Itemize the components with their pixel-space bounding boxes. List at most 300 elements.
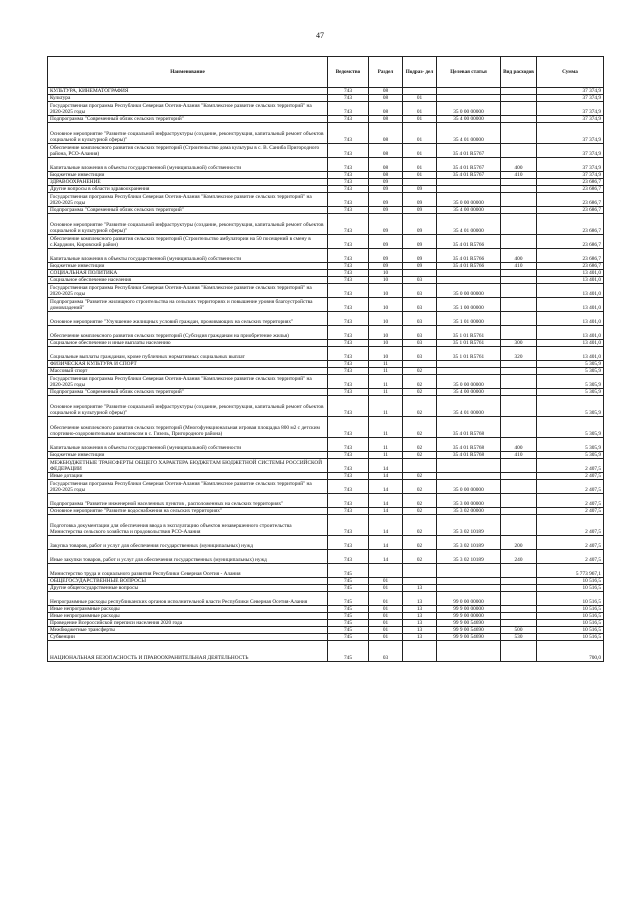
row-expense-type [501, 389, 537, 396]
row-subsection: 02 [403, 473, 437, 480]
row-department: 743 [328, 270, 369, 277]
table-row [48, 578, 604, 585]
row-expense-type [501, 578, 537, 585]
table-row [48, 249, 604, 263]
row-target-item: 35 3 02 10189 [437, 536, 501, 550]
row-target-item: 35 0 00 00000 [437, 480, 501, 494]
row-name: Основное мероприятие "Развитие социальной инфраструктуры (создание, реконструкция, капитальный ремонт объектов социальной и культурной сферы)" [48, 123, 328, 144]
row-amount: 10 516,5 [537, 592, 604, 606]
row-subsection: 02 [403, 375, 437, 389]
row-department: 743 [328, 172, 369, 179]
row-section: 01 [369, 592, 403, 606]
row-department: 743 [328, 494, 369, 508]
table-row [48, 641, 604, 662]
row-name: Подготовка документации для обеспечения ввода в эксплуатацию объектов незавершенного строительства Министерства сельского хозяйства и продовольствия РСО-Алания [48, 515, 328, 536]
row-amount: 10 516,5 [537, 613, 604, 620]
row-subsection: 03 [403, 312, 437, 326]
row-name: Массовый спорт [48, 368, 328, 375]
row-name: Обеспечение комплексного развития сельских территорий (Многофункциональная игровая площадка 800 м2 с детским спортивно-оздоровительным комплексом в с. Гизель, Пригородного района) [48, 417, 328, 438]
row-amount: 23 686,7 [537, 193, 604, 207]
row-department: 745 [328, 613, 369, 620]
row-department: 743 [328, 480, 369, 494]
row-subsection [403, 641, 437, 662]
row-expense-type [501, 494, 537, 508]
row-name: Социальное обеспечение населения [48, 277, 328, 284]
row-subsection: 01 [403, 95, 437, 102]
table-row [48, 438, 604, 452]
table-row [48, 312, 604, 326]
row-amount: 5 305,9 [537, 417, 604, 438]
row-target-item: 99 0 00 00000 [437, 592, 501, 606]
row-target-item [437, 564, 501, 578]
row-section: 01 [369, 606, 403, 613]
row-section: 03 [369, 641, 403, 662]
row-subsection: 02 [403, 368, 437, 375]
row-section: 10 [369, 277, 403, 284]
row-amount: 5 305,9 [537, 375, 604, 389]
row-target-item: 35 4 01 00000 [437, 123, 501, 144]
row-target-item: 35 4 01 R5767 [437, 172, 501, 179]
table-row [48, 123, 604, 144]
row-department: 743 [328, 235, 369, 249]
row-name: Социальное обеспечение и иные выплаты населению [48, 340, 328, 347]
row-department: 745 [328, 620, 369, 627]
table-header-row [48, 57, 604, 88]
table-row [48, 347, 604, 361]
table-row [48, 102, 604, 116]
row-amount: 2 407,5 [537, 515, 604, 536]
row-section: 11 [369, 438, 403, 452]
row-amount: 2 407,5 [537, 459, 604, 473]
row-expense-type [501, 564, 537, 578]
row-amount: 13 401,0 [537, 270, 604, 277]
row-section: 10 [369, 347, 403, 361]
row-department: 743 [328, 375, 369, 389]
row-subsection: 13 [403, 606, 437, 613]
row-section: 01 [369, 613, 403, 620]
table-row [48, 361, 604, 368]
row-department: 743 [328, 536, 369, 550]
row-name: Государственная программа Республики Северная Осетия-Алания "Комплексное развитие сельских территорий" на 2020-2025 годы [48, 284, 328, 298]
table-row [48, 179, 604, 186]
row-target-item [437, 641, 501, 662]
row-expense-type: 410 [501, 172, 537, 179]
row-expense-type [501, 123, 537, 144]
table-row [48, 284, 604, 298]
row-section: 01 [369, 634, 403, 641]
row-expense-type [501, 417, 537, 438]
row-expense-type [501, 480, 537, 494]
column-header-expense-type: Вид расходов [501, 57, 537, 88]
row-section: 11 [369, 361, 403, 368]
row-department: 743 [328, 144, 369, 158]
row-department: 743 [328, 88, 369, 95]
row-target-item: 35 4 00 00000 [437, 389, 501, 396]
row-amount: 37 374,9 [537, 172, 604, 179]
row-name: КУЛЬТУРА, КИНЕМАТОГРАФИЯ [48, 88, 328, 95]
row-name: ЗДРАВООХРАНЕНИЕ [48, 179, 328, 186]
table-row [48, 494, 604, 508]
row-target-item [437, 88, 501, 95]
row-amount: 5 305,9 [537, 361, 604, 368]
table-row [48, 634, 604, 641]
table-row [48, 585, 604, 592]
row-department: 743 [328, 277, 369, 284]
row-amount: 37 374,9 [537, 123, 604, 144]
row-subsection: 09 [403, 186, 437, 193]
row-amount: 13 401,0 [537, 298, 604, 312]
row-section: 14 [369, 473, 403, 480]
row-section: 14 [369, 480, 403, 494]
row-subsection: 09 [403, 235, 437, 249]
row-department: 743 [328, 207, 369, 214]
table-row [48, 508, 604, 515]
row-section: 11 [369, 396, 403, 417]
row-amount: 2 407,5 [537, 508, 604, 515]
table-row [48, 340, 604, 347]
row-department: 745 [328, 578, 369, 585]
row-expense-type: 400 [501, 249, 537, 263]
row-name: СОЦИАЛЬНАЯ ПОЛИТИКА [48, 270, 328, 277]
table-row [48, 207, 604, 214]
row-amount: 10 516,5 [537, 627, 604, 634]
row-section: 09 [369, 207, 403, 214]
row-name: Иные непрограммные расходы [48, 606, 328, 613]
row-subsection: 01 [403, 172, 437, 179]
row-expense-type [501, 592, 537, 606]
budget-table [47, 56, 604, 662]
row-department: 743 [328, 396, 369, 417]
row-name: Капитальные вложения в объекты государственной (муниципальной) собственности [48, 438, 328, 452]
row-target-item: 35 0 00 00000 [437, 284, 501, 298]
row-target-item [437, 270, 501, 277]
row-name: Подпрограмма "Развитие инженерной населенных пунктов , расположенных на сельских территориях" [48, 494, 328, 508]
row-expense-type: 300 [501, 340, 537, 347]
row-expense-type [501, 284, 537, 298]
table-row [48, 452, 604, 459]
row-subsection: 03 [403, 277, 437, 284]
row-expense-type: 400 [501, 438, 537, 452]
row-department: 743 [328, 158, 369, 172]
row-expense-type [501, 326, 537, 340]
row-expense-type [501, 473, 537, 480]
row-target-item: 35 4 01 R5768 [437, 452, 501, 459]
row-department: 745 [328, 606, 369, 613]
row-target-item: 35 3 02 10189 [437, 515, 501, 536]
row-target-item: 35 3 02 00000 [437, 508, 501, 515]
row-department: 743 [328, 361, 369, 368]
row-department: 745 [328, 627, 369, 634]
row-amount: 700,0 [537, 641, 604, 662]
row-amount: 10 516,5 [537, 606, 604, 613]
row-name: Основное мероприятие "Развитие социальной инфраструктуры (создание, реконструкция, капитальный ремонт объектов социальной и культурной сферы)" [48, 214, 328, 235]
table-row [48, 95, 604, 102]
row-expense-type: 410 [501, 452, 537, 459]
row-target-item: 35 1 01 R5761 [437, 326, 501, 340]
row-section: 14 [369, 459, 403, 473]
row-name: Бюджетные инвестиции [48, 172, 328, 179]
row-section: 14 [369, 508, 403, 515]
row-subsection: 03 [403, 298, 437, 312]
row-section: 01 [369, 585, 403, 592]
row-target-item: 35 0 00 00000 [437, 193, 501, 207]
row-amount: 10 516,5 [537, 634, 604, 641]
row-section: 01 [369, 620, 403, 627]
row-department: 745 [328, 564, 369, 578]
row-amount: 10 516,5 [537, 585, 604, 592]
row-target-item: 99 9 00 00000 [437, 613, 501, 620]
row-name: Государственная программа Республики Северная Осетия-Алания "Комплексное развитие сельских территорий" на 2020-2025 годы [48, 193, 328, 207]
row-section: 09 [369, 179, 403, 186]
row-subsection: 09 [403, 214, 437, 235]
row-department: 743 [328, 116, 369, 123]
row-subsection: 01 [403, 102, 437, 116]
row-subsection: 02 [403, 389, 437, 396]
column-header-name: Наименование [48, 57, 328, 88]
row-expense-type: 400 [501, 158, 537, 172]
column-header-section: Раздел [369, 57, 403, 88]
row-subsection: 02 [403, 508, 437, 515]
row-subsection: 02 [403, 480, 437, 494]
row-amount: 2 407,5 [537, 480, 604, 494]
row-department: 743 [328, 368, 369, 375]
row-name: Капитальные вложения в объекты государственной (муниципальной) собственности [48, 158, 328, 172]
row-target-item: 99 9 00 54690 [437, 620, 501, 627]
table-row [48, 186, 604, 193]
row-section: 10 [369, 284, 403, 298]
row-subsection: 03 [403, 340, 437, 347]
row-target-item: 35 3 00 00000 [437, 494, 501, 508]
row-amount: 23 686,7 [537, 235, 604, 249]
row-name: Проведение Всероссийской переписи населения 2020 года [48, 620, 328, 627]
row-name: Закупка товаров, работ и услуг для обеспечения государственных (муниципальных) нужд [48, 536, 328, 550]
column-header-target-item: Целевая статья [437, 57, 501, 88]
row-amount: 13 401,0 [537, 326, 604, 340]
row-department: 743 [328, 249, 369, 263]
row-name: Культура [48, 95, 328, 102]
row-subsection: 01 [403, 123, 437, 144]
row-target-item [437, 368, 501, 375]
row-name: Министерство труда и социального развития Республики Северная Осетия - Алания [48, 564, 328, 578]
row-target-item: 35 4 01 R5766 [437, 235, 501, 249]
row-target-item: 35 3 02 10189 [437, 550, 501, 564]
row-name: Государственная программа Республики Северная Осетия-Алания "Комплексное развитие сельских территорий" на 2020-2025 годы [48, 102, 328, 116]
row-amount: 23 686,7 [537, 263, 604, 270]
row-amount: 37 374,9 [537, 144, 604, 158]
row-name: Непрограммные расходы республиканских органов исполнительной власти Республики Северная Осетия-Алания [48, 592, 328, 606]
row-amount: 10 516,5 [537, 620, 604, 627]
row-section: 01 [369, 578, 403, 585]
row-amount: 5 305,9 [537, 396, 604, 417]
table-row [48, 480, 604, 494]
row-section: 09 [369, 193, 403, 207]
row-amount: 23 686,7 [537, 186, 604, 193]
row-amount: 13 401,0 [537, 284, 604, 298]
row-department: 743 [328, 284, 369, 298]
row-subsection: 13 [403, 620, 437, 627]
table-row [48, 270, 604, 277]
row-section: 09 [369, 235, 403, 249]
row-department: 743 [328, 123, 369, 144]
table-row [48, 214, 604, 235]
row-name: Другие общегосударственные вопросы [48, 585, 328, 592]
row-amount: 2 407,5 [537, 536, 604, 550]
row-section: 01 [369, 627, 403, 634]
row-amount: 5 305,9 [537, 368, 604, 375]
column-header-department: Ведомство [328, 57, 369, 88]
row-amount: 2 407,5 [537, 494, 604, 508]
table-row [48, 606, 604, 613]
row-section [369, 564, 403, 578]
row-expense-type [501, 515, 537, 536]
table-row [48, 627, 604, 634]
row-amount: 37 374,9 [537, 116, 604, 123]
row-target-item: 99 9 00 54690 [437, 627, 501, 634]
row-name: Подпрограмма "Современный облик сельских территорий" [48, 207, 328, 214]
row-expense-type [501, 459, 537, 473]
row-section: 10 [369, 340, 403, 347]
row-name: Обеспечение комплексного развития сельских территорий (Строительство дома культуры в с. В. Саниба Пригородного района, РСО-Алания) [48, 144, 328, 158]
row-department: 745 [328, 592, 369, 606]
row-target-item: 99 9 00 54690 [437, 634, 501, 641]
row-expense-type: 320 [501, 347, 537, 361]
row-department: 743 [328, 326, 369, 340]
row-target-item: 35 1 01 R5761 [437, 340, 501, 347]
row-target-item [437, 277, 501, 284]
row-target-item [437, 95, 501, 102]
row-department: 743 [328, 340, 369, 347]
row-name: Бюджетные инвестиции [48, 452, 328, 459]
row-name: Основное мероприятие "Развитие водоснабжения на сельских территориях" [48, 508, 328, 515]
row-amount: 10 516,5 [537, 578, 604, 585]
row-target-item: 35 4 00 00000 [437, 207, 501, 214]
row-amount: 37 374,9 [537, 88, 604, 95]
row-target-item [437, 585, 501, 592]
row-expense-type [501, 102, 537, 116]
row-subsection: 13 [403, 627, 437, 634]
table-row [48, 473, 604, 480]
row-department: 743 [328, 298, 369, 312]
row-expense-type [501, 235, 537, 249]
row-target-item [437, 186, 501, 193]
row-name: Государственная программа Республики Северная Осетия-Алания "Комплексное развитие сельских территорий" на 2020-2025 годы [48, 480, 328, 494]
row-department: 745 [328, 634, 369, 641]
row-expense-type: 410 [501, 263, 537, 270]
row-subsection [403, 88, 437, 95]
row-expense-type [501, 277, 537, 284]
table-row [48, 298, 604, 312]
row-amount: 23 686,7 [537, 214, 604, 235]
row-name: Государственная программа Республики Северная Осетия-Алания "Комплексное развитие сельских территорий" на 2020-2025 годы [48, 375, 328, 389]
row-expense-type [501, 298, 537, 312]
row-amount: 13 401,0 [537, 340, 604, 347]
row-department: 743 [328, 550, 369, 564]
row-name: Иные закупки товаров, работ и услуг для обеспечения государственных (муниципальных) нужд [48, 550, 328, 564]
row-amount: 5 773 967,1 [537, 564, 604, 578]
row-expense-type [501, 641, 537, 662]
row-name: НАЦИОНАЛЬНАЯ БЕЗОПАСНОСТЬ И ПРАВООХРАНИТЕЛЬНАЯ ДЕЯТЕЛЬНОСТЬ [48, 641, 328, 662]
table-row [48, 235, 604, 249]
row-department: 743 [328, 417, 369, 438]
row-department: 743 [328, 312, 369, 326]
row-subsection: 02 [403, 515, 437, 536]
row-department: 743 [328, 452, 369, 459]
row-department: 743 [328, 186, 369, 193]
table-row [48, 116, 604, 123]
table-row [48, 172, 604, 179]
row-amount: 5 305,9 [537, 452, 604, 459]
row-section: 14 [369, 550, 403, 564]
table-row [48, 459, 604, 473]
row-department: 743 [328, 389, 369, 396]
row-subsection: 02 [403, 550, 437, 564]
row-section: 08 [369, 172, 403, 179]
row-target-item: 35 1 01 R5761 [437, 347, 501, 361]
table-row [48, 144, 604, 158]
row-expense-type [501, 361, 537, 368]
row-expense-type [501, 620, 537, 627]
row-subsection [403, 564, 437, 578]
row-amount: 23 686,7 [537, 179, 604, 186]
row-expense-type [501, 95, 537, 102]
table-row [48, 375, 604, 389]
row-name: Иные непрограммные расходы [48, 613, 328, 620]
row-subsection: 13 [403, 634, 437, 641]
row-amount: 23 686,7 [537, 249, 604, 263]
row-section: 11 [369, 389, 403, 396]
row-target-item: 35 4 01 R5768 [437, 438, 501, 452]
row-department: 743 [328, 179, 369, 186]
row-amount: 13 401,0 [537, 312, 604, 326]
table-row [48, 550, 604, 564]
row-department: 743 [328, 347, 369, 361]
row-department: 743 [328, 508, 369, 515]
row-subsection: 01 [403, 144, 437, 158]
row-target-item: 35 4 01 R5767 [437, 144, 501, 158]
row-target-item: 35 4 01 R5767 [437, 158, 501, 172]
row-expense-type [501, 606, 537, 613]
page-number: 47 [316, 31, 324, 40]
row-target-item: 35 4 01 00000 [437, 214, 501, 235]
row-expense-type [501, 613, 537, 620]
row-section: 09 [369, 186, 403, 193]
row-subsection: 02 [403, 417, 437, 438]
row-expense-type [501, 312, 537, 326]
row-name: Подпрограмма "Развитие жилищного строительства на сельских территориях и повышение уровня благоустройства домовладений" [48, 298, 328, 312]
row-subsection: 01 [403, 116, 437, 123]
row-name: Основное мероприятие "Улучшение жилищных условий граждан, проживающих на сельских территориях" [48, 312, 328, 326]
row-amount: 2 407,5 [537, 473, 604, 480]
table-row [48, 193, 604, 207]
table-row [48, 88, 604, 95]
row-subsection: 09 [403, 263, 437, 270]
row-target-item: 35 4 01 R5766 [437, 249, 501, 263]
row-subsection: 09 [403, 207, 437, 214]
row-section: 11 [369, 368, 403, 375]
row-section: 08 [369, 158, 403, 172]
row-department: 743 [328, 438, 369, 452]
row-subsection: 02 [403, 536, 437, 550]
row-subsection: 03 [403, 347, 437, 361]
row-name: Бюджетные инвестиции [48, 263, 328, 270]
table-row [48, 158, 604, 172]
row-section: 10 [369, 312, 403, 326]
row-target-item: 35 1 01 00000 [437, 312, 501, 326]
row-subsection [403, 578, 437, 585]
row-target-item: 35 4 00 00000 [437, 116, 501, 123]
row-department: 743 [328, 214, 369, 235]
row-subsection: 02 [403, 494, 437, 508]
